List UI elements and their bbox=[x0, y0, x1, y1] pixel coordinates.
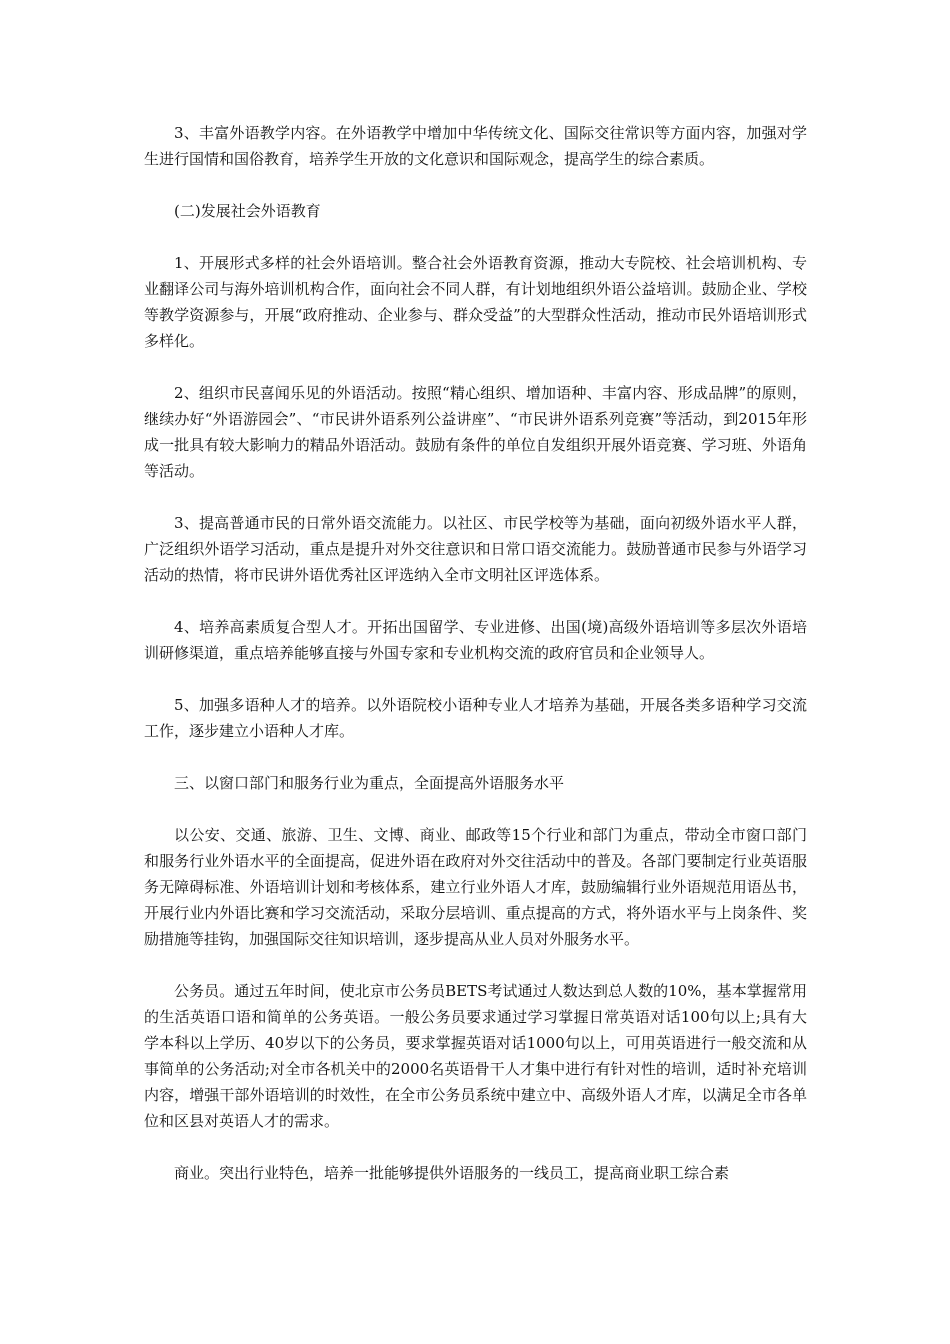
paragraph-social-training: 1、开展形式多样的社会外语培训。整合社会外语教育资源，推动大专院校、社会培训机构、专业翻译公司与海外培训机构合作，面向社会不同人群，有计划地组织外语公益培训。鼓励企业、学校等教学资源参与，开展“政府推动、企业参与、群众受益”的大型群众性活动，推动市民外语培训形式多样化。 bbox=[144, 254, 807, 350]
paragraph-civil-servants: 公务员。通过五年时间，使北京市公务员BETS考试通过人数达到总人数的10%，基本掌握常用的生活英语口语和简单的公务英语。一般公务员要求通过学习掌握日常英语对话100句以上;具有大学本科以上学历、40岁以下的公务员，要求掌握英语对话1000句以上，可用英语进行一般交流和从事简单的公务活动;对全市各机关中的2000名英语骨干人才集中进行有针对性的培训，适时补充培训内容，增强干部外语培训的时效性，在全市公务员系统中建立中、高级外语人才库，以满足全市各单位和区县对英语人才的需求。 bbox=[144, 982, 807, 1130]
paragraph-commerce: 商业。突出行业特色，培养一批能够提供外语服务的一线员工，提高商业职工综合素 bbox=[174, 1164, 730, 1182]
heading-social-education: (二)发展社会外语教育 bbox=[174, 202, 321, 220]
paragraph-enrich-teaching: 3、丰富外语教学内容。在外语教学中增加中华传统文化、国际交往常识等方面内容，加强对学生进行国情和国俗教育，培养学生开放的文化意识和国际观念，提高学生的综合素质。 bbox=[144, 124, 807, 168]
document-body bbox=[144, 120, 807, 1212]
paragraph-industries: 以公安、交通、旅游、卫生、文博、商业、邮政等15个行业和部门为重点，带动全市窗口部门和服务行业外语水平的全面提高，促进外语在政府对外交往活动中的普及。各部门要制定行业英语服务无障碍标准、外语培训计划和考核体系，建立行业外语人才库，鼓励编辑行业外语规范用语丛书，开展行业内外语比赛和学习交流活动，采取分层培训、重点提高的方式，将外语水平与上岗条件、奖励措施等挂钩，加强国际交往知识培训，逐步提高从业人员对外服务水平。 bbox=[144, 826, 807, 948]
paragraph-multilingual-talent: 5、加强多语种人才的培养。以外语院校小语种专业人才培养为基础，开展各类多语种学习交流工作，逐步建立小语种人才库。 bbox=[144, 696, 807, 740]
paragraph-citizen-activities: 2、组织市民喜闻乐见的外语活动。按照“精心组织、增加语种、丰富内容、形成品牌”的原则，继续办好“外语游园会”、“市民讲外语系列公益讲座”、“市民讲外语系列竞赛”等活动，到2015年形成一批具有较大影响力的精品外语活动。鼓励有条件的单位自发组织开展外语竞赛、学习班、外语角等活动。 bbox=[144, 384, 807, 480]
paragraph-daily-communication: 3、提高普通市民的日常外语交流能力。以社区、市民学校等为基础，面向初级外语水平人群，广泛组织外语学习活动，重点是提升对外交往意识和日常口语交流能力。鼓励普通市民参与外语学习活动的热情，将市民讲外语优秀社区评选纳入全市文明社区评选体系。 bbox=[144, 514, 807, 584]
paragraph-compound-talent: 4、培养高素质复合型人才。开拓出国留学、专业进修、出国(境)高级外语培训等多层次外语培训研修渠道，重点培养能够直接与外国专家和专业机构交流的政府官员和企业领导人。 bbox=[144, 618, 807, 662]
heading-service-level: 三、以窗口部门和服务行业为重点，全面提高外语服务水平 bbox=[174, 774, 565, 792]
